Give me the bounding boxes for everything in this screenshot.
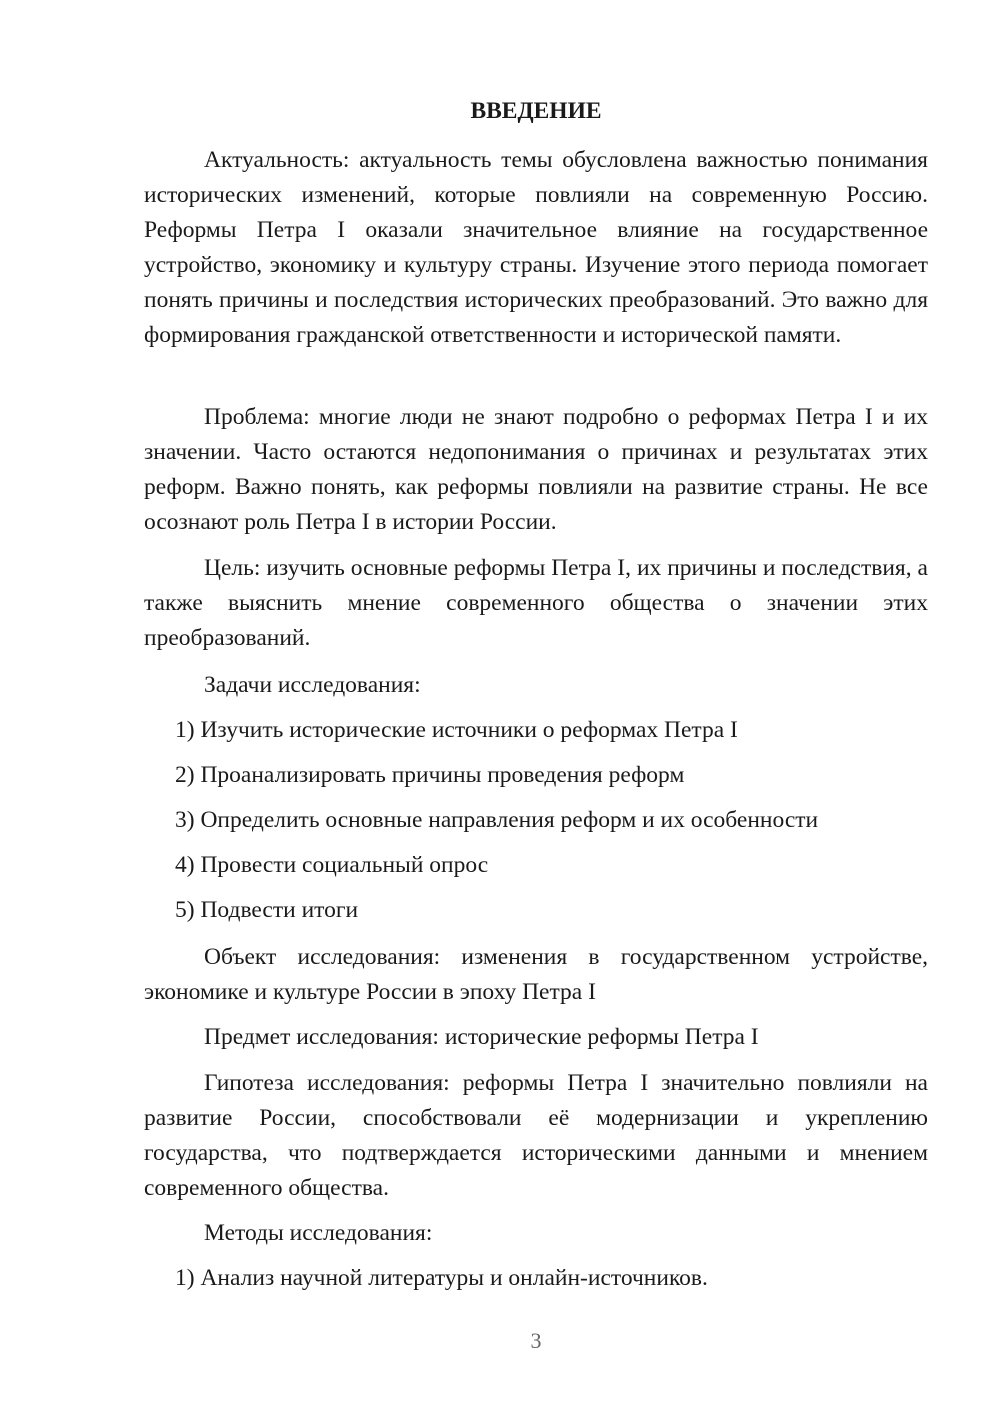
paragraph-object: Объект исследования: изменения в государственном устройстве, экономике и культуре России в эпоху Петра I [144,944,928,1005]
paragraph-hypothesis: Гипотеза исследования: реформы Петра I значительно повлияли на развитие России, способствовали её модернизации и укреплению государства, что подтверждается историческими данными и мнением современного общества. [144,1070,928,1201]
list-item: 2) Проанализировать причины проведения реформ [175,762,685,788]
paragraph-goal: Цель: изучить основные реформы Петра I, их причины и последствия, а также выяснить мнение современного общества о значении этих преобразований. [144,555,928,651]
methods-heading: Методы исследования: [204,1220,433,1246]
paragraph-subject: Предмет исследования: исторические реформы Петра I [204,1024,759,1050]
tasks-heading: Задачи исследования: [204,672,421,698]
paragraph-relevance: Актуальность: актуальность темы обусловлена важностью понимания исторических изменений, которые повлияли на современную Россию. Реформы Петра I оказали значительное влияние на государственное устройство, экономику и культуру страны. Изучение этого периода помогает понять причины и последствия исторических преобразований. Это важно для формирования гражданской ответственности и исторической памяти. [144,147,928,348]
page-number: 3 [530,1328,542,1353]
list-item: 4) Провести социальный опрос [175,852,489,878]
list-item: 3) Определить основные направления реформ и их особенности [175,807,819,833]
paragraph-problem: Проблема: многие люди не знают подробно о реформах Петра I и их значении. Часто остаются недопонимания о причинах и результатах этих реформ. Важно понять, как реформы повлияли на развитие страны. Не все осознают роль Петра I в истории России. [144,404,928,535]
section-title: ВВЕДЕНИЕ [470,98,602,124]
list-item: 1) Изучить исторические источники о реформах Петра I [175,717,738,743]
list-item: 5) Подвести итоги [175,897,359,923]
list-item: 1) Анализ научной литературы и онлайн-источников. [175,1265,708,1291]
